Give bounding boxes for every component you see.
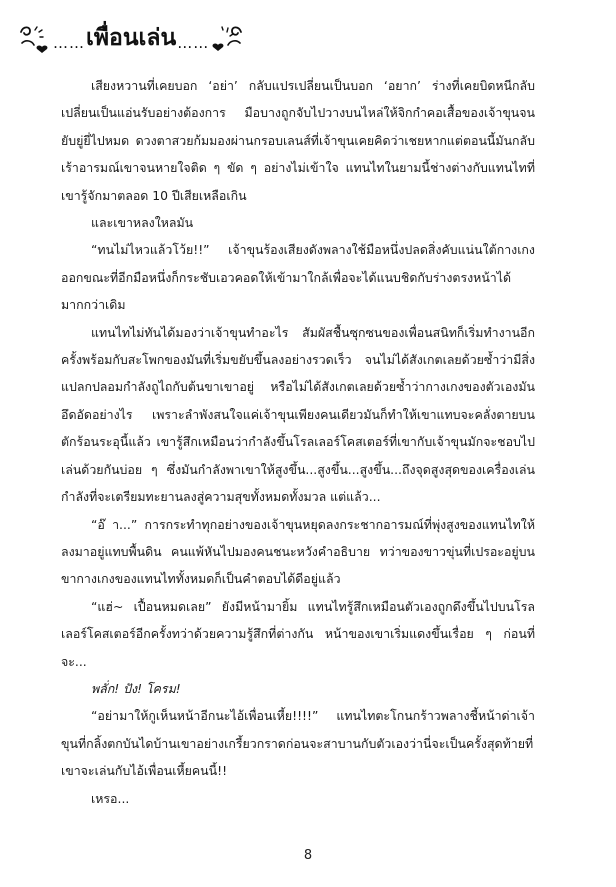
- page-number: 8: [303, 848, 313, 863]
- paragraph: “อ๊ า...” การกระทำทุกอย่างของเจ้าขุนหยุดลงกระชากอารมณ์ที่พุ่งสูงของแทนไทให้ลงมาอยู่แทบพื้นดิน คนแพ้หันไปมองคนชนะหวังคำอธิบาย ทว่าของขาวขุ่นที่เปรอะอยู่บนขากางเกงของแทนไททั้งหมดก็เป็นคำตอบได้ดีอยู่แล้ว: [61, 516, 535, 587]
- sound-effect-line: พลั่ก! ปัง! โครม!: [91, 680, 181, 696]
- paragraph: และเขาหลงใหลมัน: [91, 215, 194, 231]
- paragraph: “อย่ามาให้กูเห็นหน้าอีกนะไอ้เพื่อนเหี้ย!!!!” แทนไทตะโกนกร้าวพลางชี้หน้าด่าเจ้าขุนที่กลิ้งตกบันไดบ้านเขาอย่างเกรี้ยวกราดก่อนจะสาบานกับตัวเองว่านี่จะเป็นครั้งสุดท้ายที่เขาจะเล่นกับไอ้เพื่อนเหี้ยคนนี้!!: [61, 708, 535, 779]
- header-dots-left: ……: [53, 34, 85, 52]
- chapter-title: เพื่อนเล่น: [86, 25, 177, 51]
- paragraph: เหรอ...: [91, 790, 130, 806]
- paragraph: เสียงหวานที่เคยบอก ‘อย่า’ กลับแปรเปลี่ยนเป็นบอก ‘อยาก’ ร่างที่เคยบิดหนีกลับเปลี่ยนเป็นแอ่นรับอย่างต้องการ มือบางถูกจับไปวางบนไหล่ให้จิกกำคอเสื้อของเจ้าขุนจนยับยู่ยี่ไปหมด ดวงตาสวยก้มมองผ่านกรอบเลนส์ที่เจ้าขุนเคยคิดว่าเชยหากแต่ตอนนี้มันกลับเร้าอารมณ์เขาจนหายใจติด ๆ ขัด ๆ อย่างไม่เข้าใจ แทนไทในยามนี้ช่างต่างกับแทนไทที่เขารู้จักมาตลอด 10 ปีเสียเหลือเกิน: [61, 78, 535, 203]
- paragraph: “แฮ่~ เปื้อนหมดเลย” ยังมีหน้ามายิ้ม แทนไทรู้สึกเหมือนตัวเองถูกดึงขึ้นไปบนโรลเลอร์โคสเตอร์อีกครั้งทว่าด้วยความรู้สึกที่ต่างกัน หน้าของเขาเริ่มแดงขึ้นเรื่อย ๆ ก่อนที่จะ...: [61, 598, 535, 669]
- ornament-swirl-heart-icon: [18, 23, 52, 53]
- story-body: [61, 72, 535, 812]
- paragraph: แทนไทไม่ทันได้มองว่าเจ้าขุนทำอะไร สัมผัสชื้นซุกซนของเพื่อนสนิทก็เริ่มทำงานอีกครั้งพร้อมกับสะโพกของมันที่เริ่มขยับขึ้นลงอย่างรวดเร็ว จนไม่ได้สังเกตเลยด้วยซ้ำว่ามีสิ่งแปลกปลอมกำลังถูไถกับต้นขาเขาอยู่ หรือไม่ได้สังเกตเลยด้วยซ้ำว่ากางเกงของตัวเองมันอึดอัดอย่างไร เพราะลำพังสนใจแค่เจ้าขุนเพียงคนเดียวมันก็ทำให้เขาแทบจะคลั่งตายบนตักร้อนระอุนี้แล้ว เขารู้สึกเหมือนว่ากำลังขึ้นโรลเลอร์โคสเตอร์ที่เขากับเจ้าขุนมักจะชอบไปเล่นด้วยกันบ่อย ๆ ซึ่งมันกำลังพาเขาให้สูงขึ้น...สูงขึ้น...สูงขึ้น...ถึงจุดสูงสุดของเครื่องเล่น กำลังที่จะเตรียมทะยานลงสู่ความสุขทั้งหมดทั้งมวล แต่แล้ว...: [61, 324, 535, 505]
- chapter-header: [18, 20, 244, 56]
- ornament-heart-swirl-icon: [210, 23, 244, 53]
- paragraph: “ทนไม่ไหวแล้วโว้ย!!” เจ้าขุนร้องเสียงดังพลางใช้มือหนึ่งปลดสิ่งคับแน่นใต้กางเกงออกขณะที่อีกมือหนึ่งก็กระชับเอวคอดให้เข้ามาใกล้เพื่อจะได้แนบชิดกับร่างตรงหน้าได้มากกว่าเดิม: [61, 242, 535, 313]
- header-dots-right: ……: [177, 34, 210, 52]
